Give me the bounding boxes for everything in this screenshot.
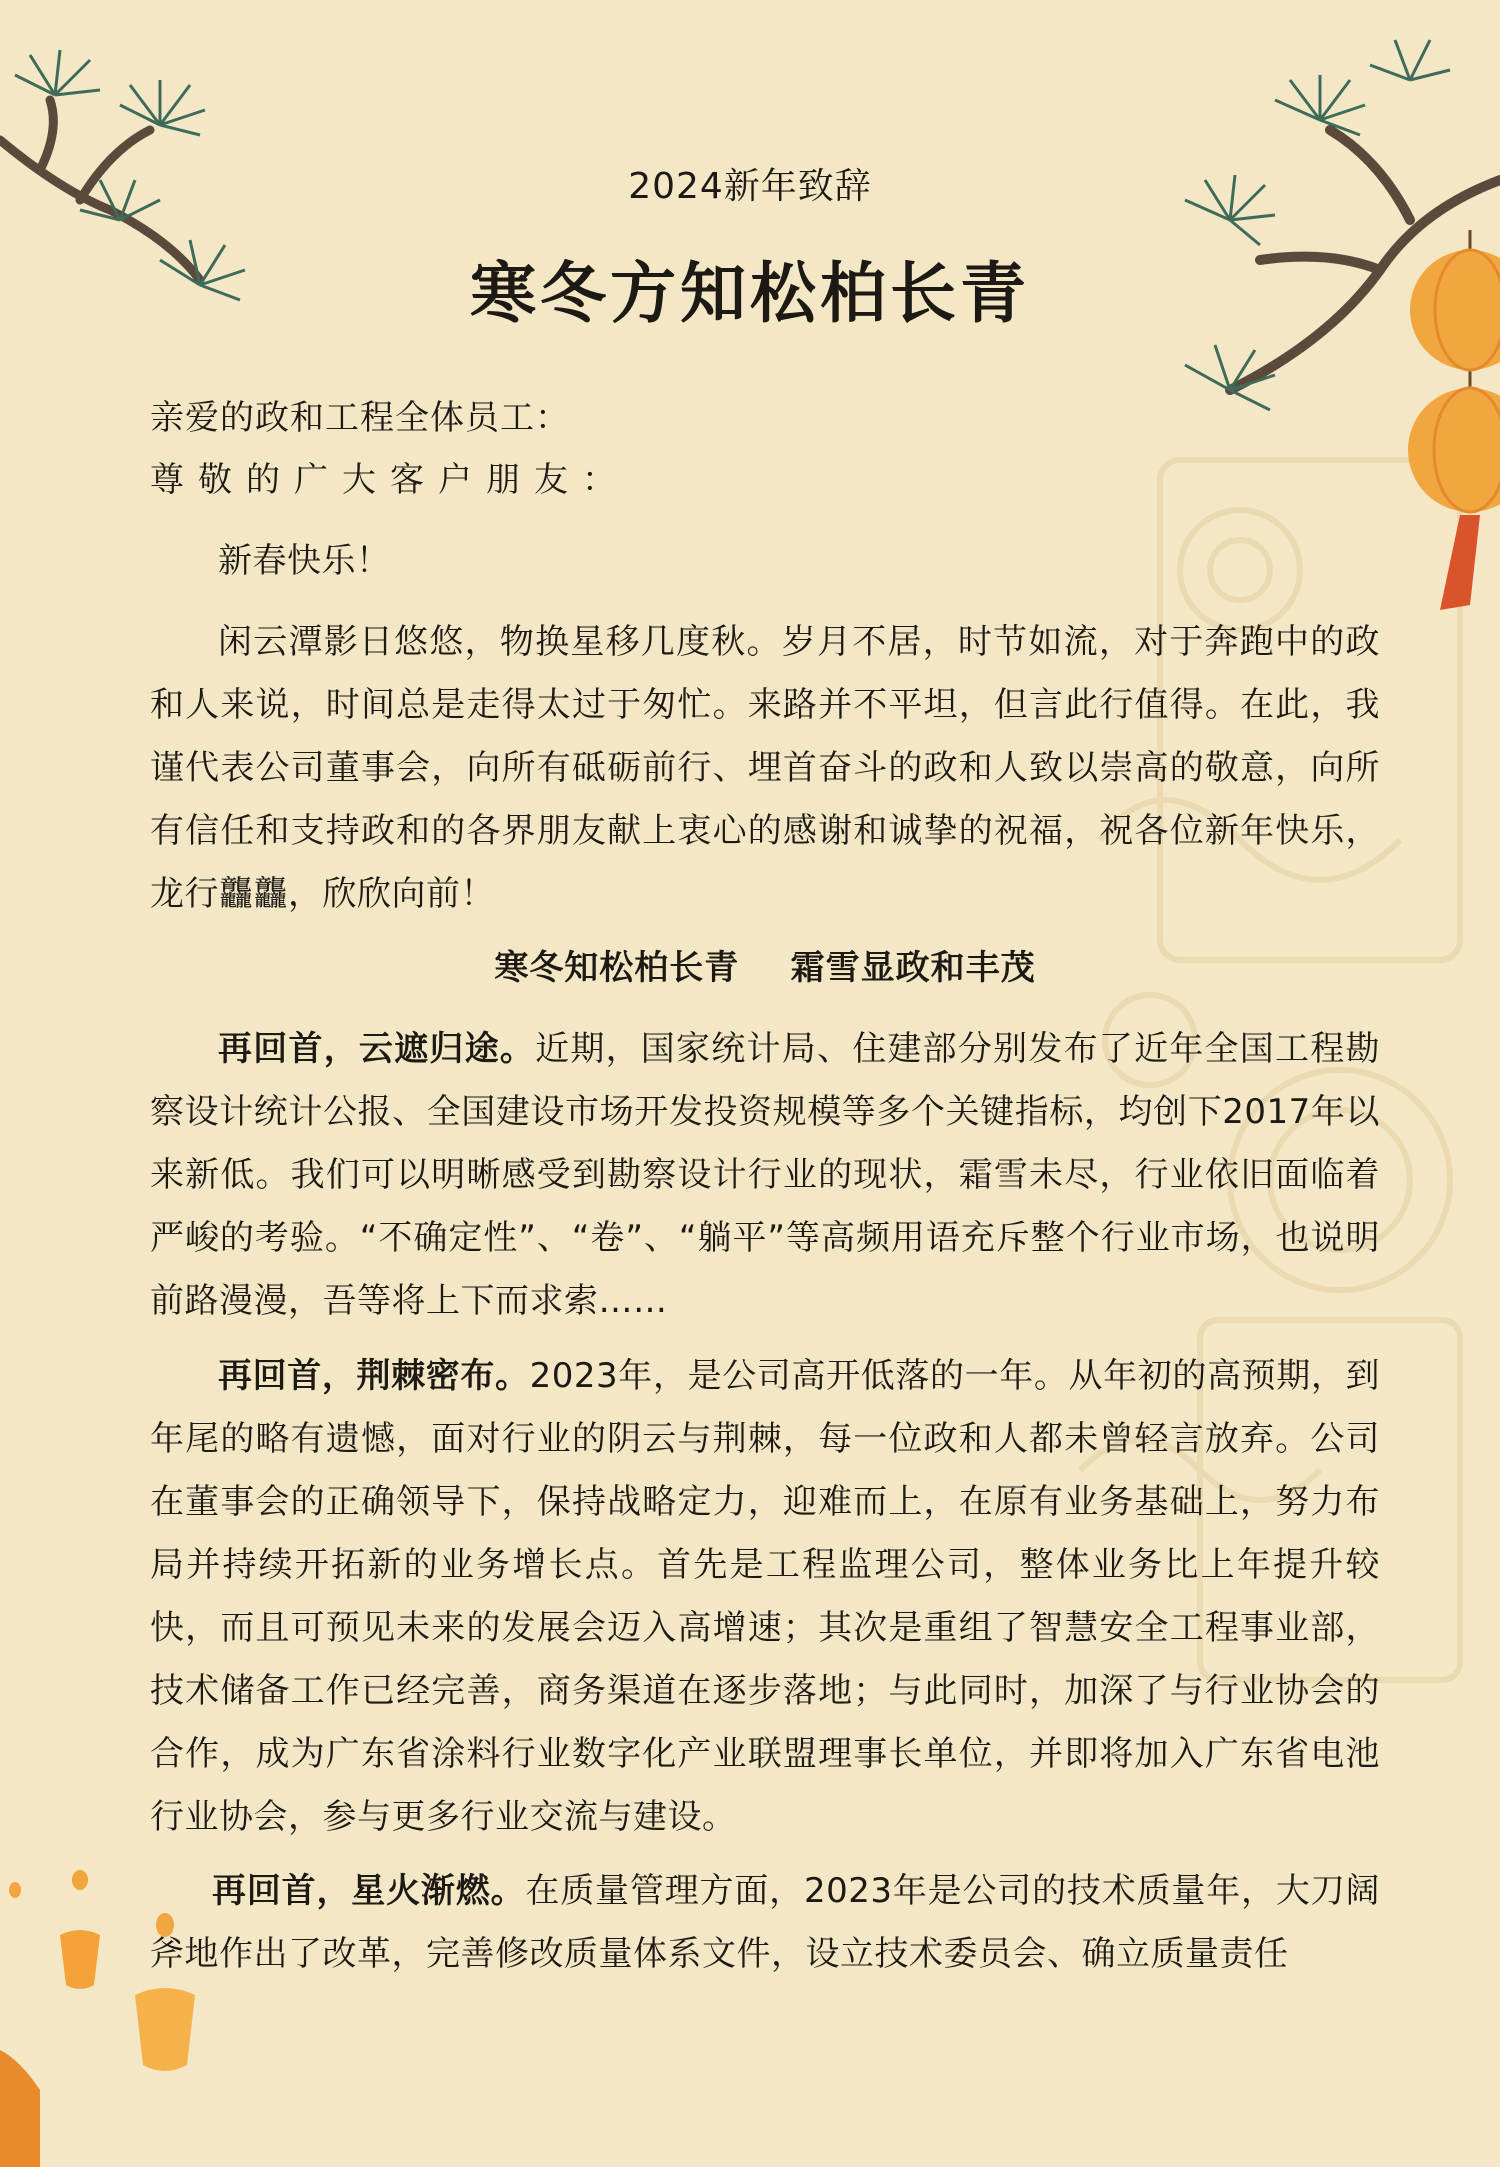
paragraph-thorns xyxy=(150,1345,1380,1849)
salutation-clients: 尊敬的广大客户朋友： xyxy=(150,460,630,500)
paragraph-body: 2023年，是公司高开低落的一年。从年初的高预期，到年尾的略有遗憾，面对行业的阴云与荆棘，每一位政和人都未曾轻言放弃。公司在董事会的正确领导下，保持战略定力，迎难而上，在原有业务基础上，努力布局并持续开拓新的业务增长点。首先是工程监理公司，整体业务比上年提升较快，而且可预见未来的发展会迈入高增速；其次是重组了智慧安全工程事业部，技术储备工作已经完善，商务渠道在逐步落地；与此同时，加深了与行业协会的合作，成为广东省涂料行业数字化产业联盟理事长单位，并即将加入广东省电池行业协会，参与更多行业交流与建设。 xyxy=(150,1356,1380,1837)
paragraph-lead: 再回首，星火渐燃。 xyxy=(212,1871,526,1911)
salutation-employees: 亲爱的政和工程全体员工： xyxy=(150,398,570,438)
paragraph-body: 在质量管理方面，2023年是公司的技术质量年，大刀阔斧地作出了改革，完善修改质量体系文件，设立技术委员会、确立质量责任 xyxy=(150,1871,1381,1974)
section-heading: 寒冬知松柏长青 霜雪显政和丰茂 xyxy=(494,948,1036,988)
paragraph-lead: 再回首，云遮归途。 xyxy=(218,1029,536,1069)
paragraph-sparks xyxy=(150,1860,1380,1986)
paragraph-opening: 闲云潭影日悠悠，物换星移几度秋。岁月不居，时节如流，对于奔跑中的政和人来说，时间总是走得太过于匆忙。来路并不平坦，但言此行值得。在此，我谨代表公司董事会，向所有砥砺前行、埋首奋斗的政和人致以崇高的敬意，向所有信任和支持政和的各界朋友献上衷心的感谢和诚挚的祝福，祝各位新年快乐，龙行龘龘，欣欣向前！ xyxy=(150,622,1380,914)
greeting: 新春快乐！ xyxy=(218,541,391,581)
paragraph-lead: 再回首，荆棘密布。 xyxy=(218,1356,530,1396)
document-title: 寒冬方知松柏长青 xyxy=(470,255,1030,332)
lantern-icon xyxy=(1400,230,1500,630)
paragraph-body: 近期，国家统计局、住建部分别发布了近年全国工程勘察设计统计公报、全国建设市场开发投资规模等多个关键指标，均创下2017年以来新低。我们可以明晰感受到勘察设计行业的现状，霜雪未尽，行业依旧面临着严峻的考验。“不确定性”、“卷”、“躺平”等高频用语充斥整个行业市场，也说明前路漫漫，吾等将上下而求索…… xyxy=(150,1029,1380,1321)
paragraph-clouds xyxy=(150,1018,1380,1333)
document-subtitle: 2024新年致辞 xyxy=(628,166,872,207)
